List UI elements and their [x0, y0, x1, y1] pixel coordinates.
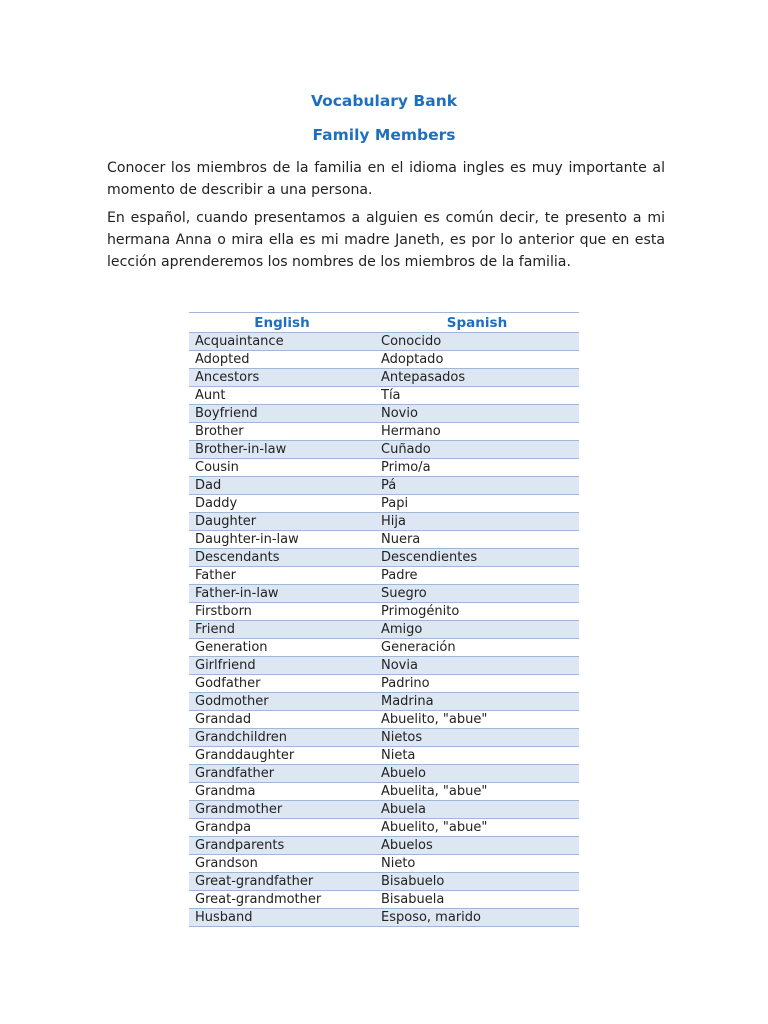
spanish-term-cell: Hija	[375, 513, 579, 531]
table-row	[189, 495, 579, 513]
english-term-cell: Aunt	[189, 387, 375, 405]
table-row	[189, 909, 579, 927]
english-term-cell: Cousin	[189, 459, 375, 477]
vocabulary-table	[189, 312, 579, 927]
spanish-term-cell: Hermano	[375, 423, 579, 441]
english-term-cell: Father-in-law	[189, 585, 375, 603]
table-row	[189, 333, 579, 351]
english-term-cell: Daughter	[189, 513, 375, 531]
page-subtitle: Family Members	[312, 126, 456, 144]
table-row	[189, 351, 579, 369]
spanish-term-cell: Abuelita, "abue"	[375, 783, 579, 801]
spanish-term-cell: Abuelos	[375, 837, 579, 855]
vocabulary-table-body	[189, 333, 579, 927]
table-row	[189, 369, 579, 387]
spanish-term-cell: Nieta	[375, 747, 579, 765]
spanish-term-cell: Bisabuelo	[375, 873, 579, 891]
table-row	[189, 387, 579, 405]
english-term-cell: Generation	[189, 639, 375, 657]
page-title: Vocabulary Bank	[310, 92, 458, 110]
table-row	[189, 873, 579, 891]
table-row	[189, 855, 579, 873]
table-row	[189, 423, 579, 441]
english-term-cell: Grandparents	[189, 837, 375, 855]
english-term-cell: Grandpa	[189, 819, 375, 837]
english-term-cell: Grandma	[189, 783, 375, 801]
english-term-cell: Acquaintance	[189, 333, 375, 351]
table-row	[189, 693, 579, 711]
english-term-cell: Husband	[189, 909, 375, 927]
table-row	[189, 603, 579, 621]
table-row	[189, 477, 579, 495]
english-term-cell: Grandfather	[189, 765, 375, 783]
spanish-term-cell: Generación	[375, 639, 579, 657]
spanish-term-cell: Padre	[375, 567, 579, 585]
spanish-term-cell: Antepasados	[375, 369, 579, 387]
english-term-cell: Dad	[189, 477, 375, 495]
spanish-term-cell: Descendientes	[375, 549, 579, 567]
english-term-cell: Firstborn	[189, 603, 375, 621]
english-term-cell: Adopted	[189, 351, 375, 369]
spanish-term-cell: Nieto	[375, 855, 579, 873]
english-term-cell: Grandchildren	[189, 729, 375, 747]
table-row	[189, 585, 579, 603]
english-term-cell: Ancestors	[189, 369, 375, 387]
spanish-term-cell: Padrino	[375, 675, 579, 693]
english-term-cell: Godfather	[189, 675, 375, 693]
spanish-term-cell: Primogénito	[375, 603, 579, 621]
english-term-cell: Descendants	[189, 549, 375, 567]
spanish-term-cell: Tía	[375, 387, 579, 405]
english-term-cell: Girlfriend	[189, 657, 375, 675]
table-row	[189, 711, 579, 729]
english-term-cell: Grandad	[189, 711, 375, 729]
table-row	[189, 729, 579, 747]
table-row	[189, 675, 579, 693]
spanish-term-cell: Novio	[375, 405, 579, 423]
table-row	[189, 639, 579, 657]
table-row	[189, 891, 579, 909]
spanish-term-cell: Pá	[375, 477, 579, 495]
table-row	[189, 819, 579, 837]
english-term-cell: Granddaughter	[189, 747, 375, 765]
english-term-cell: Godmother	[189, 693, 375, 711]
table-row	[189, 531, 579, 549]
spanish-term-cell: Abuelo	[375, 765, 579, 783]
spanish-term-cell: Amigo	[375, 621, 579, 639]
english-term-cell: Brother	[189, 423, 375, 441]
spanish-term-cell: Cuñado	[375, 441, 579, 459]
english-term-cell: Father	[189, 567, 375, 585]
english-term-cell: Great-grandfather	[189, 873, 375, 891]
spanish-term-cell: Bisabuela	[375, 891, 579, 909]
spanish-term-cell: Primo/a	[375, 459, 579, 477]
table-header-row	[189, 313, 579, 333]
spanish-term-cell: Abuelito, "abue"	[375, 711, 579, 729]
table-row	[189, 783, 579, 801]
spanish-term-cell: Papi	[375, 495, 579, 513]
table-row	[189, 837, 579, 855]
spanish-term-cell: Abuela	[375, 801, 579, 819]
table-row	[189, 621, 579, 639]
english-term-cell: Daughter-in-law	[189, 531, 375, 549]
english-term-cell: Daddy	[189, 495, 375, 513]
table-row	[189, 405, 579, 423]
table-row	[189, 801, 579, 819]
english-term-cell: Boyfriend	[189, 405, 375, 423]
table-row	[189, 549, 579, 567]
english-term-cell: Grandson	[189, 855, 375, 873]
table-row	[189, 459, 579, 477]
table-row	[189, 765, 579, 783]
spanish-term-cell: Adoptado	[375, 351, 579, 369]
table-row	[189, 657, 579, 675]
column-header-spanish: Spanish	[375, 313, 579, 333]
spanish-term-cell: Novia	[375, 657, 579, 675]
english-term-cell: Great-grandmother	[189, 891, 375, 909]
spanish-term-cell: Abuelito, "abue"	[375, 819, 579, 837]
english-term-cell: Brother-in-law	[189, 441, 375, 459]
spanish-term-cell: Esposo, marido	[375, 909, 579, 927]
table-row	[189, 513, 579, 531]
spanish-term-cell: Madrina	[375, 693, 579, 711]
english-term-cell: Grandmother	[189, 801, 375, 819]
context-paragraph: En español, cuando presentamos a alguien es común decir, te presento a mi hermana Anna o mira ella es mi madre Janeth, es por lo anterior que en esta lección aprenderemos los nombres de los miembros de la familia.	[107, 210, 665, 270]
spanish-term-cell: Conocido	[375, 333, 579, 351]
table-row	[189, 747, 579, 765]
english-term-cell: Friend	[189, 621, 375, 639]
table-row	[189, 567, 579, 585]
spanish-term-cell: Nuera	[375, 531, 579, 549]
table-row	[189, 441, 579, 459]
spanish-term-cell: Nietos	[375, 729, 579, 747]
intro-paragraph: Conocer los miembros de la familia en el idioma ingles es muy importante al momento de describir a una persona.	[107, 160, 665, 198]
column-header-english: English	[189, 313, 375, 333]
spanish-term-cell: Suegro	[375, 585, 579, 603]
